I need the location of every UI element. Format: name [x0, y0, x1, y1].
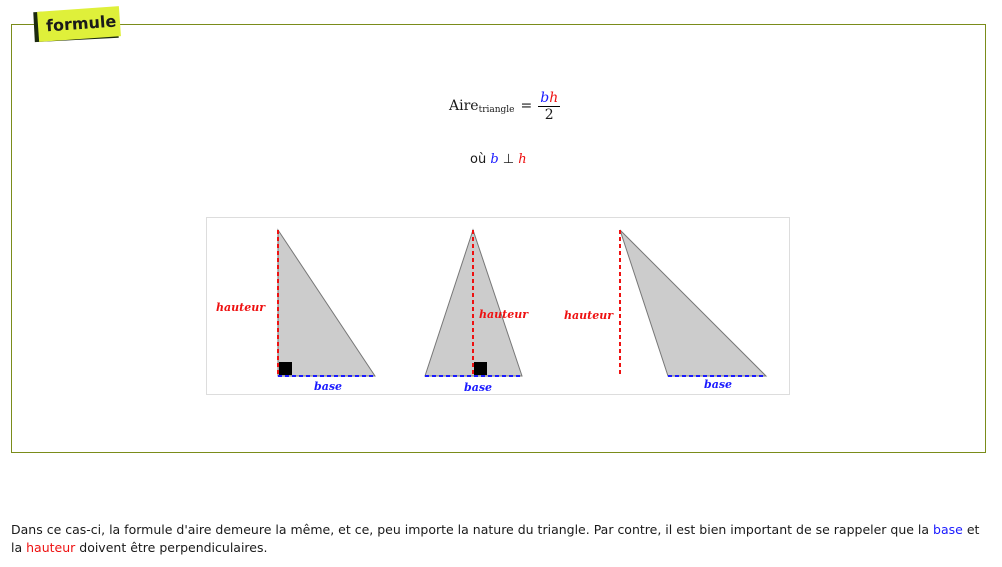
condition-h: h — [518, 152, 527, 167]
triangle-obtuse-shape — [620, 230, 766, 376]
formula-aire: Aire — [449, 98, 479, 114]
paragraph-part1: Dans ce cas-ci, la formule d'aire demeure la même, et ce, peu importe la nature du triangle. Par contre, il est bien important de se rappeler que la — [11, 522, 934, 537]
triangle-acute-base-label: base — [464, 381, 493, 394]
right-angle-marker — [474, 362, 487, 375]
area-formula — [449, 88, 560, 124]
keyword-base: base — [933, 522, 963, 537]
formula-equals: = — [520, 98, 533, 114]
formule-tag — [34, 8, 122, 40]
condition-b: b — [490, 152, 499, 167]
keyword-hauteur: hauteur — [26, 540, 76, 555]
fraction-denominator: 2 — [544, 106, 554, 123]
triangle-obtuse-base-label: base — [704, 378, 733, 391]
paragraph-part2: et la — [11, 522, 980, 555]
tag-label: formule — [45, 11, 117, 36]
triangle-right-base-label: base — [314, 380, 343, 393]
triangle-obtuse-height-label: hauteur — [564, 309, 613, 322]
condition-prefix: où — [470, 152, 487, 167]
triangles-svg — [207, 218, 789, 394]
condition-perp: ⊥ — [502, 152, 515, 167]
triangle-right — [216, 230, 375, 393]
paragraph-part3: doivent être perpendiculaires. — [75, 540, 268, 555]
triangle-acute-height-label: hauteur — [479, 308, 528, 321]
triangle-right-height-label: hauteur — [216, 301, 265, 314]
numerator-h: h — [549, 89, 559, 106]
fraction-numerator — [538, 90, 560, 107]
explanation-paragraph — [11, 521, 986, 557]
perpendicular-condition — [470, 152, 527, 167]
formula-fraction — [538, 90, 560, 123]
triangle-right-shape — [278, 230, 375, 376]
triangle-acute — [425, 230, 529, 394]
formula-subscript: triangle — [478, 105, 515, 115]
right-angle-marker — [279, 362, 292, 375]
triangle-obtuse — [564, 230, 766, 391]
numerator-b: b — [540, 89, 550, 106]
triangles-figure — [206, 217, 790, 395]
